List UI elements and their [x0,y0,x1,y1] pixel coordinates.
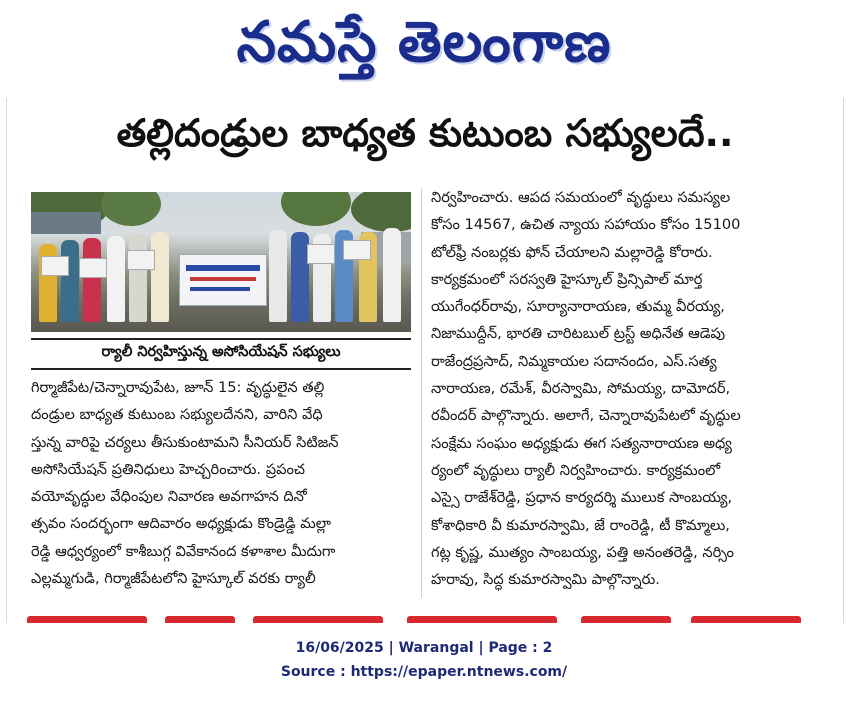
body-text-line: ఎల్లమ్మగుడి, గిర్మాజీపేటలోని హైస్కూల్ వరకు ర్యాలీ [31,570,316,588]
body-text-line: యుగేంధర్‌రావు, సూర్యానారాయణ, తుమ్మ వీరయ్య, [431,298,725,316]
body-text-line: స్తున్న వారిపై చర్యలు తీసుకుంటామని సీనియర్ సిటిజన్ [31,433,339,451]
body-text-line: దండ్రుల బాధ్యత కుటుంబ సభ్యులదేనని, వారిని వేధి [31,406,323,424]
article-body-left-column [31,374,415,592]
body-text-line: రాజేంద్రప్రసాద్, నిమ్మకాయల సదానందం, ఎస్.సత్య [431,352,717,370]
body-text-line: కార్యక్రమంలో సరస్వతి హైస్కూల్ ప్రిన్సిపాల్ మార్త [431,270,703,288]
article-headline: తల్లిదండ్రుల బాధ్యత కుటుంబ సభ్యులదే.. [116,111,734,155]
next-article-headline-cutoff [15,612,835,623]
body-text-line: టోల్‌ఫ్రీ నంబర్లకు ఫోన్ చేయాలని మల్లారెడ్డి కోరారు. [431,243,713,261]
newspaper-masthead [0,0,848,98]
masthead-title: నమస్తే తెలంగాణ [236,9,612,75]
body-text-line: నిర్వహించారు. ఆపద సమయంలో వృద్ధులు సమస్యల [431,189,731,206]
column-divider [421,188,422,598]
body-text-line: రెడ్డి ఆధ్వర్యంలో కాశీబుగ్గ వివేకానంద కళాశాల మీదుగా [31,542,336,560]
article-clipping [6,98,844,623]
body-text-line: కోశాధికారి వీ కుమారస్వామి, జే రాంరెడ్డి, టీ కొమ్మాలు, [431,516,730,534]
body-text-line: అసోసియేషన్ ప్రతినిధులు హెచ్చరించారు. ప్రపంచ [31,460,305,478]
body-text-line: ర్యంలో వృద్ధులు ర్యాలీ నిర్వహించారు. కార్యక్రమంలో [431,461,721,479]
article-body-right-column [431,184,823,593]
body-text-line: కోసం 14567, ఉచిత న్యాయ సహాయం కోసం 15100 [431,216,741,234]
body-text-line: వయోవృద్ధుల వేధింపుల నివారణ అవగాహన దినో [31,488,307,506]
body-text-line: రవీందర్ పాల్గొన్నారు. అలాగే, చెన్నారావుపేటలో వృద్ధుల [431,407,741,425]
rally-photo [31,192,411,332]
body-text-line: గట్ల కృష్ణ, ముత్యం సాంబయ్య, పత్తి అనంతరెడ్డి, నర్సిం [431,543,734,561]
rally-banner [179,254,267,306]
photo-caption: ర్యాలీ నిర్వహిస్తున్న అసోసియేషన్ సభ్యులు [31,338,411,370]
body-text-line: హరావు, సిద్ధ కుమారస్వామి పాల్గొన్నారు. [431,571,660,589]
body-text-line: గిర్మాజీపేట/చెన్నారావుపేట, జూన్ 15: వృద్ధులైన తల్లి [31,379,325,396]
footer-date-edition-page: 16/06/2025 | Warangal | Page : 2 [295,640,553,656]
body-text-line: సంక్షేమ సంఘం అధ్యక్షుడు ఈగ సత్యనారాయణ అధ్య [431,434,732,452]
body-text-line: ఎస్సై రాజేశ్‌రెడ్డి, ప్రధాన కార్యదర్శి ములుక సాంబయ్య, [431,489,733,507]
body-text-line: త్సవం సందర్భంగా ఆదివారం అధ్యక్షుడు కొండ్రెడ్డి మల్లా [31,515,332,533]
footer-source-link[interactable]: Source : https://epaper.ntnews.com/ [280,664,568,680]
body-text-line: నారాయణ, రమేశ్, వీరస్వామి, సోమయ్య, దామోదర్, [431,380,731,398]
body-text-line: నిజాముద్దీన్, భారతి చారిటబుల్ ట్రస్ట్ అధినేత ఆడెపు [431,325,726,343]
